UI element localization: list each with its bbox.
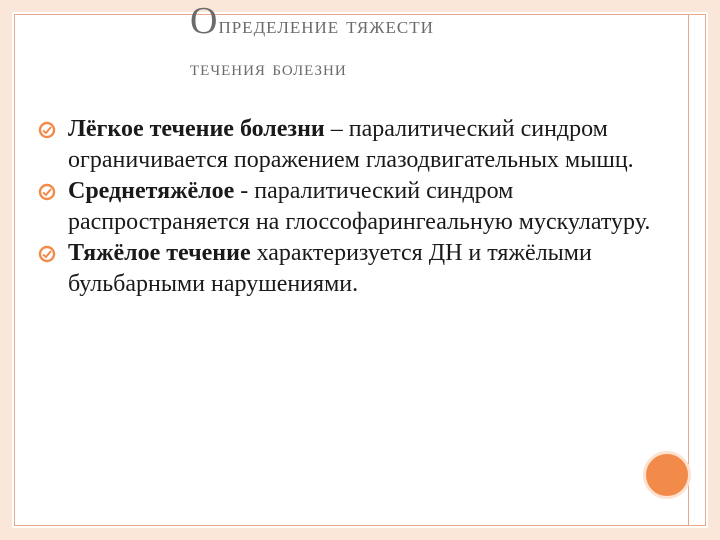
orange-ring-check-icon (38, 183, 56, 201)
title-line-1 (190, 0, 670, 48)
title-line-2: течения болезни (190, 55, 347, 80)
slide-title (190, 0, 670, 88)
orange-ring-check-icon (38, 245, 56, 263)
slide-right-divider (688, 14, 689, 526)
item-text: характеризуется ДН и тяжёлыми бульбарными нарушениями. (68, 240, 592, 297)
bullet-list (38, 114, 678, 300)
list-item (38, 114, 678, 176)
item-term: Среднетяжёлое (68, 178, 235, 204)
title-line-1-rest: пределение тяжести (218, 13, 434, 39)
item-text: – паралитический синдром ограничивается поражением глазодвигательных мышц. (68, 116, 634, 173)
item-term: Тяжёлое течение (68, 240, 251, 266)
title-initial: О (190, 0, 219, 42)
item-text: - паралитический синдром распространяется на глоссофарингеальную мускулатуру. (68, 178, 651, 235)
item-term: Лёгкое течение болезни (68, 116, 325, 142)
orange-ring-check-icon (38, 121, 56, 139)
list-item (38, 176, 678, 238)
list-item (38, 238, 678, 300)
orange-circle-icon (643, 451, 691, 499)
